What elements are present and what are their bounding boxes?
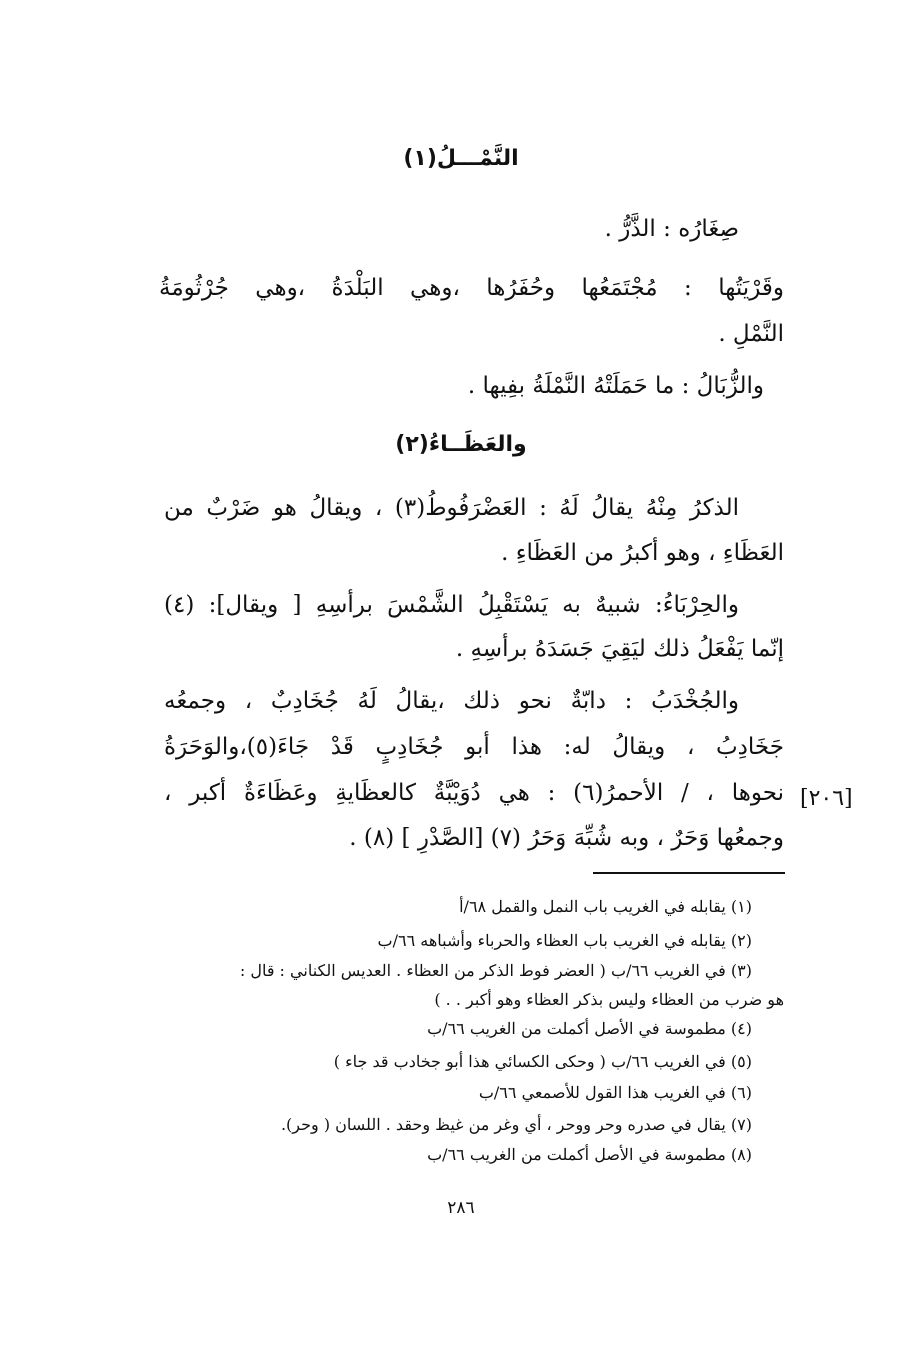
footnote: (٤) مطموسة في الأصل أكملت من الغريب ٦٦/ب bbox=[427, 1019, 752, 1038]
footnote: (١) يقابله في الغريب باب النمل والقمل ٦٨/أ bbox=[459, 897, 752, 916]
text-line: جَخَادِبُ ، ويقالُ له: هذا أبو جُخَادِبٍ قَدْ جَاءَ(٥)،والوَحَرَةُ bbox=[164, 734, 784, 760]
text-line: النَّمْلِ . bbox=[718, 321, 784, 347]
footnote: (٣) في الغريب ٦٦/ب ( العضر فوط الذكر من العظاء . العديس الكناني : قال : bbox=[239, 961, 752, 980]
text-line: الذكرُ مِنْهُ يقالُ لَهُ : العَضْرَفُوطُ(٣) ، ويقالُ هو ضَرْبٌ من bbox=[164, 495, 739, 521]
text-line: إنّما يَفْعَلُ ذلك ليَقِيَ جَسَدَهُ برأسِهِ . bbox=[455, 636, 784, 662]
section-heading-lizards: والعَظَــاءُ(٢) bbox=[395, 432, 527, 457]
text-line: العَظَاءِ ، وهو أكبرُ من العَظَاءِ . bbox=[501, 540, 784, 566]
footnote: (٧) يقال في صدره وحر ووحر ، أي وغر من غيظ وحقد . اللسان ( وحر). bbox=[280, 1115, 752, 1134]
page-number: ٢٨٦ bbox=[447, 1198, 475, 1218]
text-line: والجُخْدَبُ : دابّةٌ نحو ذلك ،يقالُ لَهُ جُخَادِبٌ ، وجمعُه bbox=[164, 688, 739, 714]
footnote-divider bbox=[593, 872, 785, 874]
footnote: (٥) في الغريب ٦٦/ب ( وحكى الكسائي هذا أبو جخادب قد جاء ) bbox=[333, 1052, 752, 1071]
text-line: نحوها ، / الأحمرُ(٦) : هي دُوَيْبَّةٌ كالعظَايةِ وعَظَاءَةٌ أكبر ، bbox=[164, 780, 785, 806]
text-line: والحِرْبَاءُ: شبيهٌ به يَسْتَقْبِلُ الشَّمْسَ برأسِهِ [ ويقال]: (٤) bbox=[164, 592, 739, 618]
section-heading-ants: النَّمْـــلُ(١) bbox=[403, 146, 519, 171]
margin-page-reference: [٢٠٦] bbox=[800, 786, 853, 811]
text-line: وقَرْيَتُها : مُجْتَمَعُها وحُفَرُها ،وهي البَلْدَةُ ،وهي جُرْثُومَةُ bbox=[159, 275, 784, 301]
footnote: (٢) يقابله في الغريب باب العظاء والحرباء وأشباهه ٦٦/ب bbox=[377, 931, 752, 950]
footnote: (٨) مطموسة في الأصل أكملت من الغريب ٦٦/ب bbox=[427, 1145, 752, 1164]
footnote: (٦) في الغريب هذا القول للأصمعي ٦٦/ب bbox=[478, 1083, 752, 1102]
text-line: والزُّبَالُ : ما حَمَلَتْهُ النَّمْلَةُ بفِيها . bbox=[467, 373, 764, 399]
footnote: هو ضرب من العظاء وليس بذكر العظاء وهو أكبر . . ) bbox=[434, 990, 784, 1009]
text-line: صِغَارُه : الذَّرُّ . bbox=[604, 216, 739, 242]
text-line: وجمعُها وَحَرٌ ، وبه شُبِّهَ وَحَرُ (٧) [الصَّدْرِ ] (٨) . bbox=[349, 825, 784, 851]
